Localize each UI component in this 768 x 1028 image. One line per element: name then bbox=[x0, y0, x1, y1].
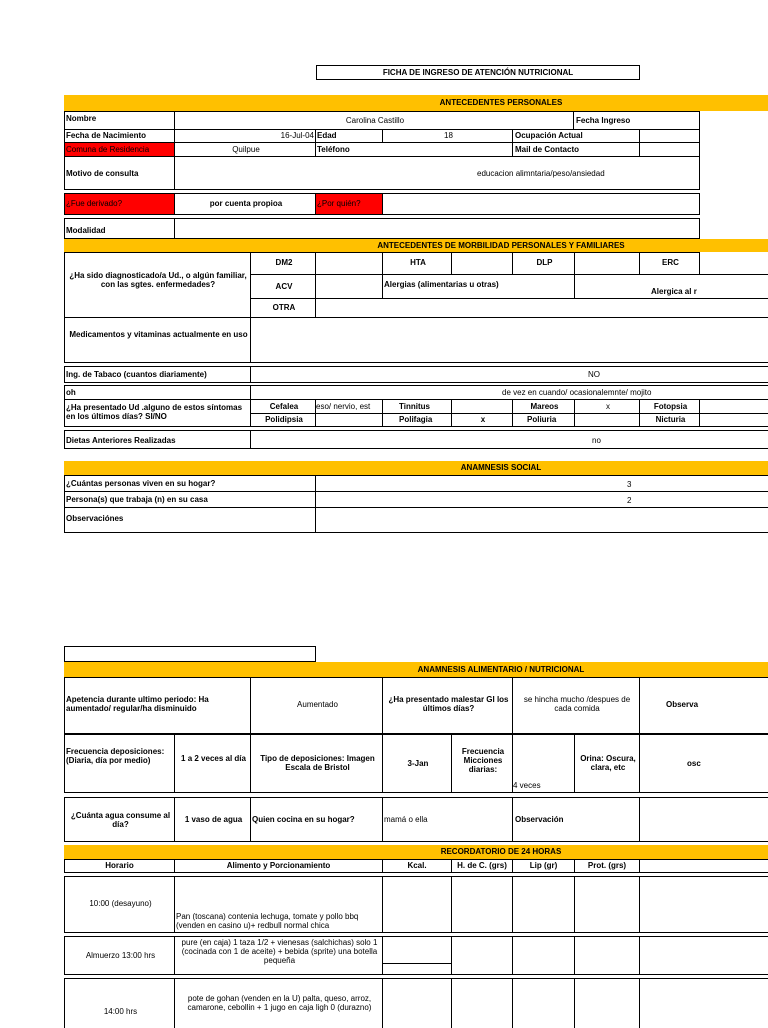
nicturia-label: Nicturia bbox=[655, 415, 686, 424]
referred-label: ¿Fue derivado? bbox=[66, 199, 123, 208]
tinnitus-cell bbox=[382, 399, 452, 414]
hta-label: HTA bbox=[410, 258, 426, 267]
allergy-value-cell bbox=[574, 274, 768, 299]
by-whom-label-cell bbox=[315, 193, 383, 215]
commune-label: Comuna de Residencia bbox=[66, 145, 150, 154]
table-row-2-time-cell bbox=[64, 936, 175, 975]
table-row-1-time-cell bbox=[64, 876, 175, 933]
email-value-cell bbox=[639, 142, 700, 157]
email-label-cell bbox=[512, 142, 640, 157]
table-row-3-time: 14:00 hrs bbox=[103, 1007, 138, 1016]
diag-question-cell bbox=[64, 252, 251, 318]
age-value-cell bbox=[382, 129, 513, 143]
personal-section-header: ANTECEDENTES PERSONALES bbox=[64, 95, 768, 111]
stool-type-value-cell bbox=[382, 734, 452, 793]
referred-value: por cuenta propioa bbox=[209, 199, 283, 208]
dob-label: Fecha de Nacimiento bbox=[66, 131, 147, 140]
phone-label-cell bbox=[315, 142, 513, 157]
urine-value: osc bbox=[687, 759, 701, 768]
meds-label: Medicamentos y vitaminas actualmente en uso bbox=[69, 330, 248, 339]
table-row-1-food-cell bbox=[174, 876, 383, 933]
nicturia-value bbox=[699, 413, 768, 427]
table-row-1-lip bbox=[512, 876, 575, 933]
workers-value: 2 bbox=[627, 496, 632, 505]
cefalea-value: eso/ nervio, est bbox=[316, 402, 371, 411]
modality-label-cell bbox=[64, 218, 175, 239]
table-row-3-food: pote de gohan (venden en la U) palta, queso, arroz, camarone, cebollin + 1 jugo en caja ligh 0 (durazno) bbox=[187, 994, 372, 1012]
mareos-value: x bbox=[606, 402, 610, 411]
recall-section-header: RECORDATORIO DE 24 HORAS bbox=[64, 845, 768, 859]
table-row-2-lip bbox=[512, 936, 575, 975]
meds-value bbox=[250, 317, 768, 363]
intake-date-cell bbox=[573, 111, 700, 130]
fotopsia-value bbox=[699, 399, 768, 414]
col-alimento: Alimento y Porcionamiento bbox=[174, 859, 383, 873]
commune-value: Quilpue bbox=[232, 145, 260, 154]
symptoms-question: ¿Ha presentado Ud .alguno de estos síntomas en los últimos días? SI/NO bbox=[66, 403, 243, 421]
table-row-2-extra bbox=[639, 936, 768, 975]
observa-label: Observa bbox=[666, 700, 699, 709]
col-lip: Lip (gr) bbox=[512, 859, 575, 873]
household-value-cell bbox=[315, 475, 768, 492]
urine-value-cell bbox=[639, 734, 768, 793]
mareos-value-cell bbox=[574, 399, 640, 414]
urine-label: Orina: Oscura, clara, etc bbox=[580, 754, 636, 772]
col-kcal: Kcal. bbox=[382, 859, 452, 873]
reason-label-cell bbox=[64, 156, 175, 190]
modality-value-cell bbox=[174, 218, 700, 239]
name-value-cell bbox=[174, 111, 574, 130]
cefalea-value-cell bbox=[315, 399, 383, 414]
reason-value-cell bbox=[174, 156, 700, 190]
table-row-3-food-cell bbox=[174, 978, 383, 1028]
poliuria-value bbox=[574, 413, 640, 427]
appetite-value: Aumentado bbox=[297, 700, 338, 709]
table-row-3-extra bbox=[639, 978, 768, 1028]
by-whom-label: ¿Por quién? bbox=[317, 199, 361, 208]
erc-label: ERC bbox=[662, 258, 679, 267]
age-label: Edad bbox=[317, 131, 337, 140]
occupation-label-cell bbox=[512, 129, 640, 143]
stool-type-value: 3-Jan bbox=[407, 759, 429, 768]
acv-cell bbox=[250, 274, 316, 299]
cook-value: mamá o ella bbox=[384, 815, 428, 824]
table-row-1-prot bbox=[574, 876, 640, 933]
poliuria-cell bbox=[512, 413, 575, 427]
commune-value-cell bbox=[174, 142, 316, 157]
table-row-1-kcal bbox=[382, 876, 452, 933]
observa-cell bbox=[639, 677, 768, 734]
reason-label: Motivo de consulta bbox=[66, 169, 139, 178]
name-value: Carolina Castillo bbox=[345, 116, 405, 125]
table-row-2-food-cell bbox=[174, 936, 383, 975]
workers-value-cell bbox=[315, 491, 768, 508]
intake-date-label: Fecha Ingreso bbox=[576, 116, 631, 125]
table-row-1-time: 10:00 (desayuno) bbox=[89, 899, 152, 908]
appetite-value-cell bbox=[250, 677, 383, 734]
mareos-label: Mareos bbox=[530, 402, 559, 411]
dlp-label: DLP bbox=[536, 258, 553, 267]
referred-label-cell bbox=[64, 193, 175, 215]
by-whom-value-cell bbox=[382, 193, 700, 215]
symptoms-question-cell bbox=[64, 399, 251, 427]
cook-value-cell bbox=[382, 797, 513, 842]
diets-value-cell bbox=[250, 430, 768, 449]
gi-value-cell bbox=[512, 677, 640, 734]
polidipsia-cell bbox=[250, 413, 316, 427]
col-horario: Horario bbox=[64, 859, 175, 873]
water-label-cell bbox=[64, 797, 175, 842]
hta-cell bbox=[382, 252, 452, 275]
referred-value-cell bbox=[174, 193, 316, 215]
diag-question: ¿Ha sido diagnosticado/a Ud., o algún familiar, con las sgtes. enfermedades? bbox=[69, 271, 247, 289]
table-row-2-prot bbox=[574, 936, 640, 975]
allergies-label: Alergias (alimentarias u otras) bbox=[384, 280, 499, 289]
tobacco-value: NO bbox=[588, 370, 600, 379]
water-label: ¿Cuánta agua consume al día? bbox=[70, 811, 171, 829]
polidipsia-label: Polidipsia bbox=[265, 415, 303, 424]
name-label: Nombre bbox=[66, 114, 97, 123]
cook-label-cell bbox=[250, 797, 383, 842]
polifagia-cell bbox=[382, 413, 452, 427]
col-hdc: H. de C. (grs) bbox=[451, 859, 513, 873]
gi-label-cell bbox=[382, 677, 513, 734]
name-label-cell bbox=[64, 111, 175, 130]
table-row-2-kcal bbox=[382, 936, 452, 964]
erc-cell bbox=[639, 252, 700, 275]
table-row-3-prot bbox=[574, 978, 640, 1028]
phone-label: Teléfono bbox=[317, 145, 350, 154]
food-section-header: ANAMNESIS ALIMENTARIO / NUTRICIONAL bbox=[64, 662, 768, 677]
dlp-cell bbox=[512, 252, 575, 275]
observations-label: Observaciónes bbox=[66, 514, 124, 523]
reason-value: educacion alimntaria/peso/ansiedad bbox=[477, 169, 605, 178]
workers-label-cell bbox=[64, 491, 316, 508]
otra-value bbox=[315, 298, 768, 318]
observations-label-cell bbox=[64, 507, 316, 533]
appetite-label-cell bbox=[64, 677, 251, 734]
table-row-1-extra bbox=[639, 876, 768, 933]
observation-label-cell bbox=[512, 797, 640, 842]
water-value: 1 vaso de agua bbox=[184, 815, 243, 824]
oh-value: de vez en cuando/ ocasionalemnte/ mojito bbox=[502, 388, 652, 397]
modality-label: Modalidad bbox=[66, 226, 106, 235]
oh-label-cell bbox=[64, 385, 251, 400]
observation-label: Observación bbox=[515, 815, 564, 824]
acv-label: ACV bbox=[275, 282, 293, 291]
urine-label-cell bbox=[574, 734, 640, 793]
otra-label: OTRA bbox=[272, 303, 296, 312]
nicturia-cell bbox=[639, 413, 700, 427]
oh-value-cell bbox=[250, 385, 768, 400]
form-title: FICHA DE INGRESO DE ATENCIÓN NUTRICIONAL bbox=[316, 65, 640, 80]
table-row-3-kcal bbox=[382, 978, 452, 1028]
stool-freq-value: 1 a 2 veces al día bbox=[181, 754, 246, 763]
email-label: Mail de Contacto bbox=[515, 145, 580, 154]
urination-freq-label: Frecuencia Micciones diarias: bbox=[461, 747, 505, 774]
urination-freq-label-cell bbox=[451, 734, 513, 793]
blank-title-box bbox=[64, 646, 316, 662]
table-row-3-hdc bbox=[451, 978, 513, 1028]
dob-label-cell bbox=[64, 129, 175, 143]
table-row-1-hdc bbox=[451, 876, 513, 933]
dm2-value bbox=[315, 252, 383, 275]
col-extra bbox=[639, 859, 768, 873]
cefalea-cell bbox=[250, 399, 316, 414]
age-value: 18 bbox=[444, 131, 453, 140]
fotopsia-cell bbox=[639, 399, 700, 414]
poliuria-label: Poliuria bbox=[527, 415, 557, 424]
tinnitus-label: Tinnitus bbox=[399, 402, 430, 411]
observations-value bbox=[315, 507, 768, 533]
water-value-cell bbox=[174, 797, 251, 842]
allergy-value: Alergica al r bbox=[651, 287, 697, 296]
morbidity-section-header: ANTECEDENTES DE MORBILIDAD PERSONALES Y FAMILIARES bbox=[64, 239, 768, 252]
mareos-cell bbox=[512, 399, 575, 414]
stool-freq-label-cell bbox=[64, 734, 175, 793]
acv-value bbox=[315, 274, 383, 299]
commune-label-cell bbox=[64, 142, 175, 157]
dm2-cell bbox=[250, 252, 316, 275]
urination-freq-value: 4 veces bbox=[513, 781, 541, 790]
table-row-3-time-cell bbox=[64, 978, 175, 1028]
otra-cell bbox=[250, 298, 316, 318]
table-row-2-kcal-sub bbox=[382, 963, 452, 975]
fotopsia-label: Fotopsia bbox=[653, 402, 688, 411]
tobacco-label: Ing. de Tabaco (cuantos diariamente) bbox=[66, 370, 207, 379]
social-section-header: ANAMNESIS SOCIAL bbox=[64, 461, 768, 475]
stool-freq-value-cell bbox=[174, 734, 251, 793]
tobacco-label-cell bbox=[64, 366, 251, 383]
gi-value: se hincha mucho /despues de cada comida bbox=[523, 695, 631, 713]
table-row-2-food: pure (en caja) 1 taza 1/2 + vienesas (salchichas) solo 1 (cocinada con 1 de aceite) + bebida (sprite) una botella pequeña bbox=[181, 938, 378, 965]
diets-label: Dietas Anteriores Realizadas bbox=[66, 436, 176, 445]
dob-value: 16-Jul-04 bbox=[280, 131, 314, 140]
dlp-value bbox=[574, 252, 640, 275]
household-label: ¿Cuántas personas viven en su hogar? bbox=[66, 479, 216, 488]
occupation-value-cell bbox=[639, 129, 700, 143]
allergies-cell bbox=[382, 274, 575, 299]
tobacco-value-cell bbox=[250, 366, 768, 383]
stool-type-label-cell bbox=[250, 734, 383, 793]
age-label-cell bbox=[315, 129, 383, 143]
urination-freq-value-cell bbox=[512, 734, 575, 793]
diets-value: no bbox=[592, 436, 601, 445]
oh-label: oh bbox=[66, 388, 76, 397]
meds-label-cell bbox=[64, 317, 251, 363]
dob-value-cell bbox=[174, 129, 316, 143]
stool-type-label: Tipo de deposiciones: Imagen Escala de Bristol bbox=[260, 754, 375, 772]
observation-value bbox=[639, 797, 768, 842]
polifagia-value-cell bbox=[451, 413, 513, 427]
tinnitus-value bbox=[451, 399, 513, 414]
table-row-2-time: Almuerzo 13:00 hrs bbox=[85, 951, 156, 960]
household-value: 3 bbox=[627, 480, 632, 489]
dm2-label: DM2 bbox=[275, 258, 293, 267]
polifagia-label: Polifagia bbox=[399, 415, 433, 424]
stool-freq-label: Frecuencia deposiciones: (Diaria, día por medio) bbox=[66, 747, 165, 765]
col-prot: Prot. (grs) bbox=[574, 859, 640, 873]
appetite-label: Apetencia durante ultimo periodo: Ha aumentado/ regular/ha disminuido bbox=[66, 695, 209, 713]
diets-label-cell bbox=[64, 430, 251, 449]
polidipsia-value bbox=[315, 413, 383, 427]
hta-value bbox=[451, 252, 513, 275]
workers-label: Persona(s) que trabaja (n) en su casa bbox=[66, 495, 208, 504]
cefalea-label: Cefalea bbox=[269, 402, 299, 411]
table-row-1-food: Pan (toscana) contenia lechuga, tomate y pollo bbq (venden en casino u)+ redbull normal chica bbox=[176, 912, 359, 930]
household-label-cell bbox=[64, 475, 316, 492]
gi-label: ¿Ha presentado malestar GI los últimos días? bbox=[388, 695, 509, 713]
table-row-3-lip bbox=[512, 978, 575, 1028]
occupation-label: Ocupación Actual bbox=[515, 131, 583, 140]
polifagia-value: x bbox=[480, 415, 486, 424]
cook-label: Quien cocina en su hogar? bbox=[252, 815, 355, 824]
table-row-2-hdc bbox=[451, 936, 513, 975]
